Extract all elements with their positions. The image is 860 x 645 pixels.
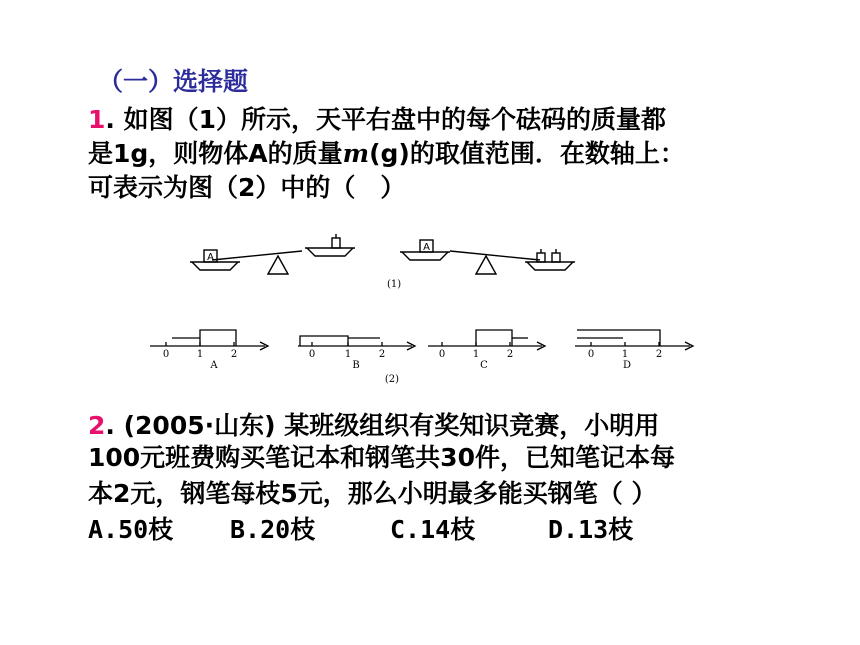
section-title: （一）选择题	[98, 67, 249, 96]
tick-a-2: 2	[230, 349, 238, 360]
number-line-c	[428, 330, 545, 350]
q2-text-1: . (2005·山东) 某班级组织有奖知识竞赛，小明用	[105, 411, 660, 440]
q2-line1	[88, 410, 659, 442]
tick-d-0: 0	[587, 349, 595, 360]
tick-d-2: 2	[655, 349, 663, 360]
q2-line2: 100元班费购买笔记本和钢笔共30件，已知笔记本每	[88, 443, 675, 472]
q1-line3: 可表示为图（2）中的（ ）	[88, 173, 406, 202]
box-label-left: A	[207, 252, 214, 263]
option-a-label: A	[210, 360, 218, 371]
q2-choice-c: C.14枝	[390, 515, 476, 544]
figure-label-2: (2)	[384, 374, 400, 385]
q1-text-1: . 如图（1）所示，天平右盘中的每个砝码的质量都	[105, 105, 667, 134]
q2-choice-d: D.13枝	[548, 515, 634, 544]
option-c-label: C	[480, 360, 488, 371]
q1-text-2a: 是1g，则物体A的质量	[88, 139, 343, 168]
q1-variable-m: m	[342, 139, 370, 168]
q2-line3: 本2元，钢笔每枝5元，那么小明最多能买钢笔（ ）	[88, 479, 657, 508]
number-line-a	[150, 330, 268, 350]
number-line-d	[575, 330, 693, 350]
q2-choice-a: A.50枝	[88, 515, 174, 544]
q1-line2	[88, 138, 685, 170]
q2-number: 2	[88, 411, 106, 440]
tick-a-1: 1	[196, 349, 204, 360]
number-line-b	[298, 336, 415, 350]
tick-a-0: 0	[162, 349, 170, 360]
box-label-right: A	[423, 242, 430, 253]
q1-text-2b: (g)的取值范围．在数轴上：	[369, 139, 685, 168]
q1-number: 1	[88, 105, 106, 134]
q2-choice-b: B.20枝	[230, 515, 316, 544]
tick-b-2: 2	[378, 349, 386, 360]
tick-c-0: 0	[438, 349, 446, 360]
option-d-label: D	[622, 360, 632, 371]
q1-figure	[150, 226, 710, 386]
tick-c-2: 2	[506, 349, 514, 360]
tick-d-1: 1	[621, 349, 629, 360]
q1-line1	[88, 104, 666, 136]
tick-b-0: 0	[308, 349, 316, 360]
balance-left	[190, 234, 355, 274]
tick-b-1: 1	[344, 349, 352, 360]
option-b-label: B	[352, 360, 360, 371]
tick-c-1: 1	[472, 349, 480, 360]
figure-label-1: (1)	[387, 279, 402, 290]
